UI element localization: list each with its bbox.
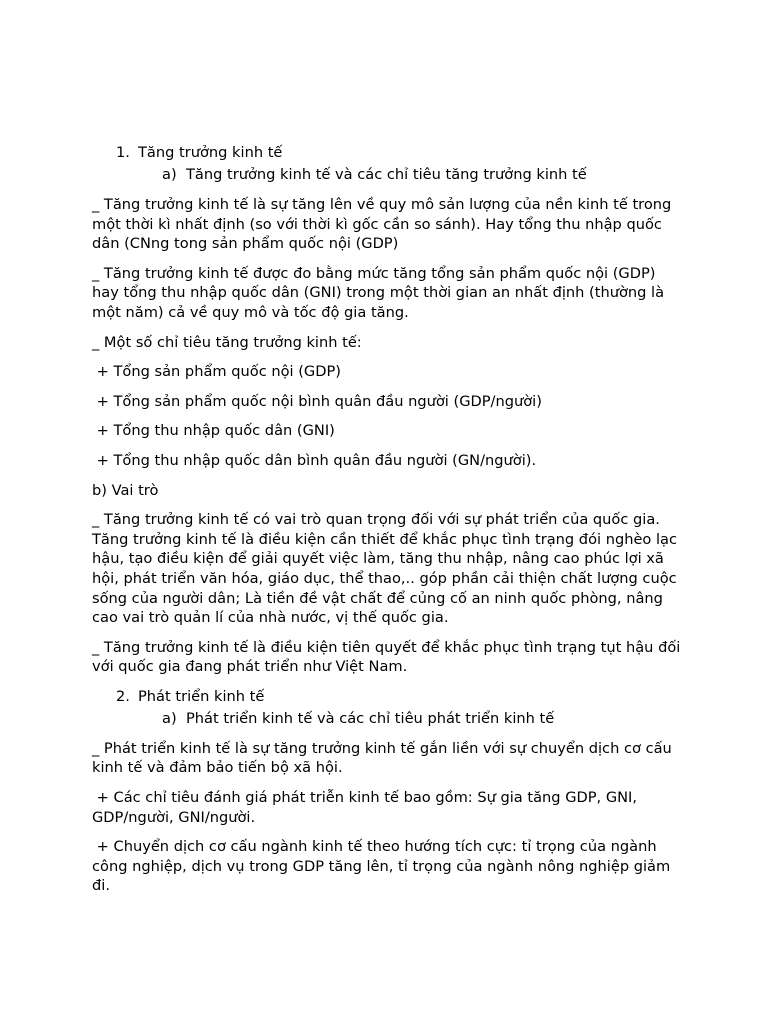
paragraph: _ Tăng trưởng kinh tế có vai trò quan trọng đối với sự phát triển của quốc gia. Tăng trưởng kinh tế là điều kiện cần thiết để khắc phục tình trạng đói nghèo lạc hậu, tạo điều kiện để giải quyết việc làm, tăng thu nhập, nâng cao phúc lợi xã hội, phát triển văn hóa, giáo dục, thể thao,.. góp phần cải thiện chất lượng cuộc sống của người dân; Là tiền đề vật chất để củng cố an ninh quốc phòng, nâng cao vai trò quản lí của nhà nước, vị thế quốc gia. bbox=[92, 511, 678, 627]
section-1-number: 1. bbox=[116, 144, 130, 161]
section-1-sub-a-label: a) bbox=[162, 166, 177, 183]
list-item: + Tổng sản phẩm quốc nội bình quân đầu người (GDP/người) bbox=[92, 392, 542, 410]
list-item: + Tổng thu nhập quốc dân bình quân đầu người (GN/người). bbox=[92, 451, 537, 469]
section-2-heading bbox=[92, 687, 684, 709]
section-1-heading bbox=[92, 143, 684, 165]
section-2-subheading-a bbox=[92, 709, 684, 731]
paragraph: _ Phát triển kinh tế là sự tăng trưởng kinh tế gắn liền với sự chuyển dịch cơ cấu kinh tế và đảm bảo tiến bộ xã hội. bbox=[92, 739, 672, 777]
paragraph: _ Một số chỉ tiêu tăng trưởng kinh tế: bbox=[92, 333, 362, 351]
list-item: + Tổng sản phẩm quốc nội (GDP) bbox=[92, 363, 341, 381]
section-2-number: 2. bbox=[116, 687, 130, 705]
section-2-sub-a-title: Phát triển kinh tế và các chỉ tiêu phát triển kinh tế bbox=[186, 709, 555, 727]
paragraph: _ Tăng trưởng kinh tế được đo bằng mức tăng tổng sản phẩm quốc nội (GDP) hay tổng thu nhập quốc dân (GNI) trong một thời gian an nhất định (thường là một năm) cả về quy mô và tốc độ gia tăng. bbox=[92, 264, 665, 321]
paragraph: _ Tăng trưởng kinh tế là sự tăng lên về quy mô sản lượng của nền kinh tế trong một thời kì nhất định (so với thời kì gốc cần so sánh). Hay tổng thu nhập quốc dân (CNng tong sản phẩm quốc nội (GDP) bbox=[92, 196, 672, 253]
list-item: + Các chỉ tiêu đánh giá phát triễn kinh tế bao gồm: Sự gia tăng GDP, GNI, GDP/người, GNI/người. bbox=[92, 789, 642, 826]
section-2-title: Phát triển kinh tế bbox=[138, 687, 265, 705]
section-2-sub-a-label: a) bbox=[162, 709, 177, 727]
section-1-sub-a-title: Tăng trưởng kinh tế và các chỉ tiêu tăng trưởng kinh tế bbox=[186, 166, 587, 183]
document-page bbox=[92, 143, 684, 906]
section-1-title: Tăng trưởng kinh tế bbox=[138, 144, 283, 161]
list-item: + Tổng thu nhập quốc dân (GNI) bbox=[92, 422, 335, 440]
section-1-subheading-a bbox=[92, 165, 684, 187]
list-item: + Chuyển dịch cơ cấu ngành kinh tế theo hướng tích cực: tỉ trọng của ngành công nghiệp, dịch vụ trong GDP tăng lên, tỉ trọng của ngành nông nghiệp giảm đi. bbox=[92, 838, 675, 895]
subheading-b: b) Vai trò bbox=[92, 481, 159, 499]
paragraph: _ Tăng trưởng kinh tế là điều kiện tiên quyết để khắc phục tình trạng tụt hậu đối với quốc gia đang phát triển như Việt Nam. bbox=[92, 638, 681, 676]
